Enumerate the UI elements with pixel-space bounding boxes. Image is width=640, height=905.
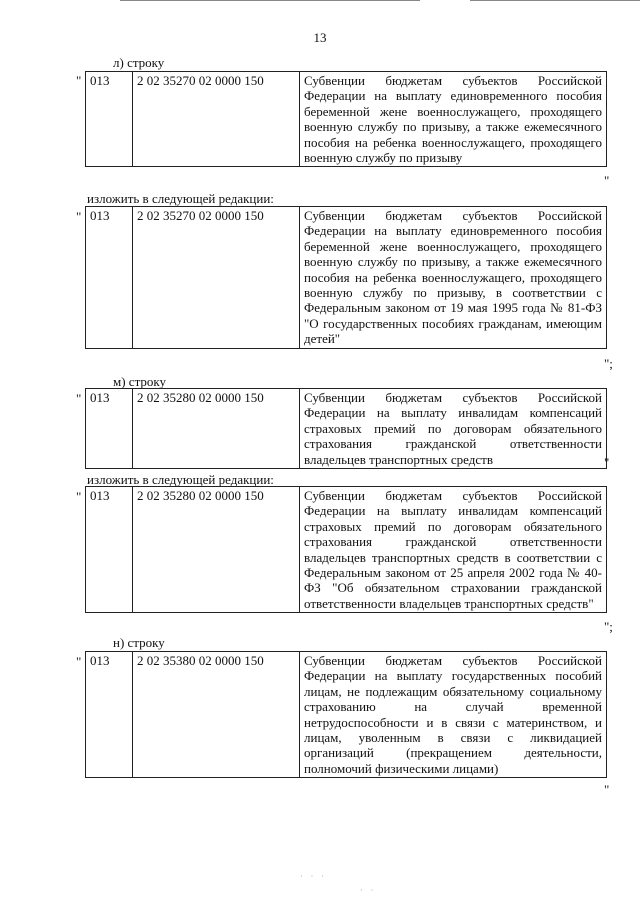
kbk-code-cell: 2 02 35270 02 0000 150 xyxy=(133,207,300,349)
table-row xyxy=(86,207,607,349)
table-row xyxy=(86,652,607,778)
budget-row-table xyxy=(85,206,607,349)
table-row xyxy=(86,487,607,613)
revenue-name-cell: Субвенции бюджетам субъектов Российской Федерации на выплату инвалидам компенсаций страховых премий по договорам обязательного страхования гражданской ответственности владельцев транспортных средств xyxy=(300,389,607,469)
close-quote-semicolon: "; xyxy=(604,356,613,371)
admin-code-cell: 013 xyxy=(86,207,133,349)
revenue-name-cell: Субвенции бюджетам субъектов Российской Федерации на выплату инвалидам компенсаций страховых премий по договорам обязательного страхования гражданской ответственности владельцев транспортных средств в соответствии с Федеральным законом от 25 апреля 2002 года № 40-ФЗ "Об обязательном страховании гражданской ответственности владельцев транспортных средств" xyxy=(300,487,607,613)
scan-edge-line xyxy=(470,0,640,1)
open-quote: " xyxy=(76,209,82,224)
budget-row-table xyxy=(85,71,607,167)
item-label-m: м) строку xyxy=(113,374,167,389)
table-row xyxy=(86,389,607,469)
admin-code-cell: 013 xyxy=(86,72,133,167)
page-number: 13 xyxy=(313,30,327,45)
kbk-code-cell: 2 02 35280 02 0000 150 xyxy=(133,389,300,469)
budget-row-table xyxy=(85,388,610,470)
kbk-code-cell: 2 02 35270 02 0000 150 xyxy=(133,72,300,167)
scan-speck: · · xyxy=(360,886,377,895)
item-label-redaction: изложить в следующей редакции: xyxy=(87,472,274,487)
revenue-name-cell: Субвенции бюджетам субъектов Российской Федерации на выплату единовременного пособия беременной жене военнослужащего, проходящего военную службу по призыву, а также ежемесячного пособия на ребенка военнослужащего, проходящего военную службу по призыву, в соответствии с Федеральным законом от 19 мая 1995 года № 81-ФЗ "О государственных пособиях гражданам, имеющим детей" xyxy=(300,207,607,349)
open-quote: " xyxy=(76,489,82,504)
kbk-code-cell: 2 02 35280 02 0000 150 xyxy=(133,487,300,613)
revenue-name-cell: Субвенции бюджетам субъектов Российской Федерации на выплату государственных пособий лицам, не подлежащим обязательному социальному страхованию на случай временной нетрудоспособности и в связи с материнством, и лицам, уволенным в связи с ликвидацией организаций (прекращением деятельности, полномочий физическими лицами) xyxy=(300,652,607,778)
table-row xyxy=(86,72,607,167)
budget-row-table xyxy=(85,651,607,778)
open-quote: " xyxy=(76,73,82,88)
close-quote: " xyxy=(604,173,610,188)
close-quote: " xyxy=(604,455,610,470)
item-label-n: н) строку xyxy=(113,635,165,650)
item-label-l: л) строку xyxy=(113,55,165,70)
admin-code-cell: 013 xyxy=(86,487,133,613)
close-quote-semicolon: "; xyxy=(604,619,613,634)
scan-speck: · · · xyxy=(300,872,327,881)
revenue-name-cell: Субвенции бюджетам субъектов Российской Федерации на выплату единовременного пособия беременной жене военнослужащего, проходящего военную службу по призыву, а также ежемесячного пособия на ребенка военнослужащего, проходящего военную службу по призыву xyxy=(300,72,607,167)
open-quote: " xyxy=(76,654,82,669)
budget-row-table xyxy=(85,486,607,613)
admin-code-cell: 013 xyxy=(86,652,133,778)
item-label-redaction: изложить в следующей редакции: xyxy=(87,191,274,206)
admin-code-cell: 013 xyxy=(86,389,133,469)
kbk-code-cell: 2 02 35380 02 0000 150 xyxy=(133,652,300,778)
scan-edge-line xyxy=(120,0,420,1)
open-quote: " xyxy=(76,391,82,406)
close-quote: " xyxy=(604,782,610,797)
